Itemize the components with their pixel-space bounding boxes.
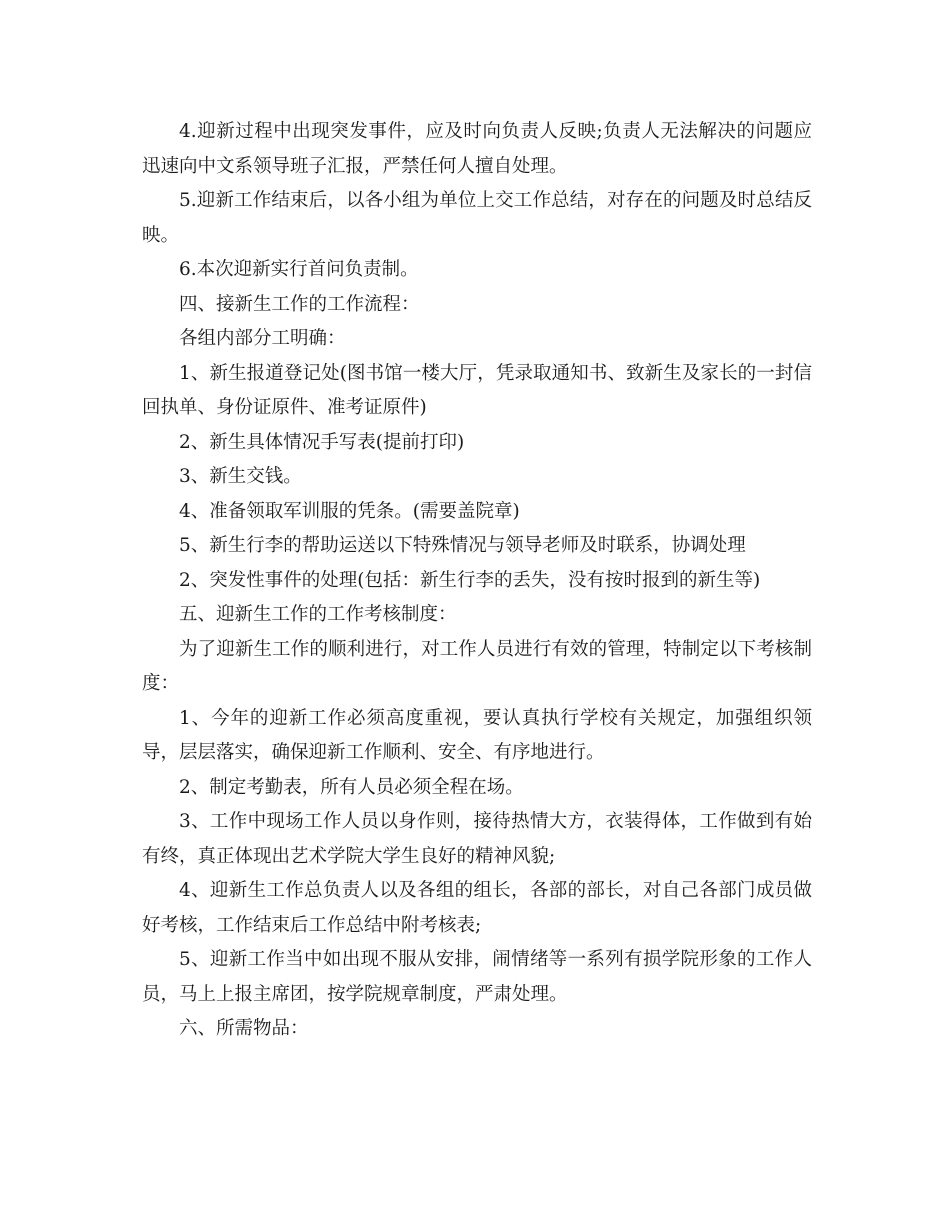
list-item: 1、今年的迎新工作必须高度重视，要认真执行学校有关规定，加强组织领导，层层落实，确保迎新工作顺利、安全、有序地进行。 <box>142 707 812 763</box>
list-item: 2、突发性事件的处理(包括：新生行李的丢失，没有按时报到的新生等) <box>179 569 761 591</box>
list-item: 2、制定考勤表，所有人员必须全程在场。 <box>179 776 524 798</box>
paragraph: 6.本次迎新实行首问负责制。 <box>179 259 419 280</box>
list-item: 3、新生交钱。 <box>179 466 302 487</box>
list-item: 4、迎新生工作总负责人以及各组的组长，各部的部长，对自己各部门成员做好考核，工作结束后工作总结中附考核表; <box>142 880 812 936</box>
list-item: 2、新生具体情况手写表(提前打印) <box>179 431 465 453</box>
paragraph: 5.迎新工作结束后，以各小组为单位上交工作总结，对存在的问题及时总结反映。 <box>142 190 812 246</box>
paragraph: 各组内部分工明确： <box>179 328 346 349</box>
section-heading: 六、所需物品： <box>179 1018 309 1039</box>
list-item: 1、新生报道登记处(图书馆一楼大厅，凭录取通知书、致新生及家长的一封信回执单、身份证原件、准考证原件) <box>142 362 812 418</box>
list-item: 3、工作中现场工作人员以身作则，接待热情大方，衣装得体，工作做到有始有终，真正体现出艺术学院大学生良好的精神风貌; <box>142 811 812 867</box>
paragraph: 为了迎新生工作的顺利进行，对工作人员进行有效的管理，特制定以下考核制度： <box>142 638 812 694</box>
section-heading: 四、接新生工作的工作流程： <box>179 293 420 315</box>
section-heading: 五、迎新生工作的工作考核制度： <box>179 604 457 625</box>
paragraph: 4.迎新过程中出现突发事件，应及时向负责人反映;负责人无法解决的问题应迅速向中文系领导班子汇报，严禁任何人擅自处理。 <box>142 121 812 177</box>
document-body <box>142 115 812 1047</box>
list-item: 5、迎新工作当中如出现不服从安排，闹情绪等一系列有损学院形象的工作人员，马上上报主席团，按学院规章制度，严肃处理。 <box>142 949 812 1005</box>
list-item: 4、准备领取军训服的凭条。(需要盖院章) <box>179 500 520 522</box>
list-item: 5、新生行李的帮助运送以下特殊情况与领导老师及时联系，协调处理 <box>179 535 746 556</box>
